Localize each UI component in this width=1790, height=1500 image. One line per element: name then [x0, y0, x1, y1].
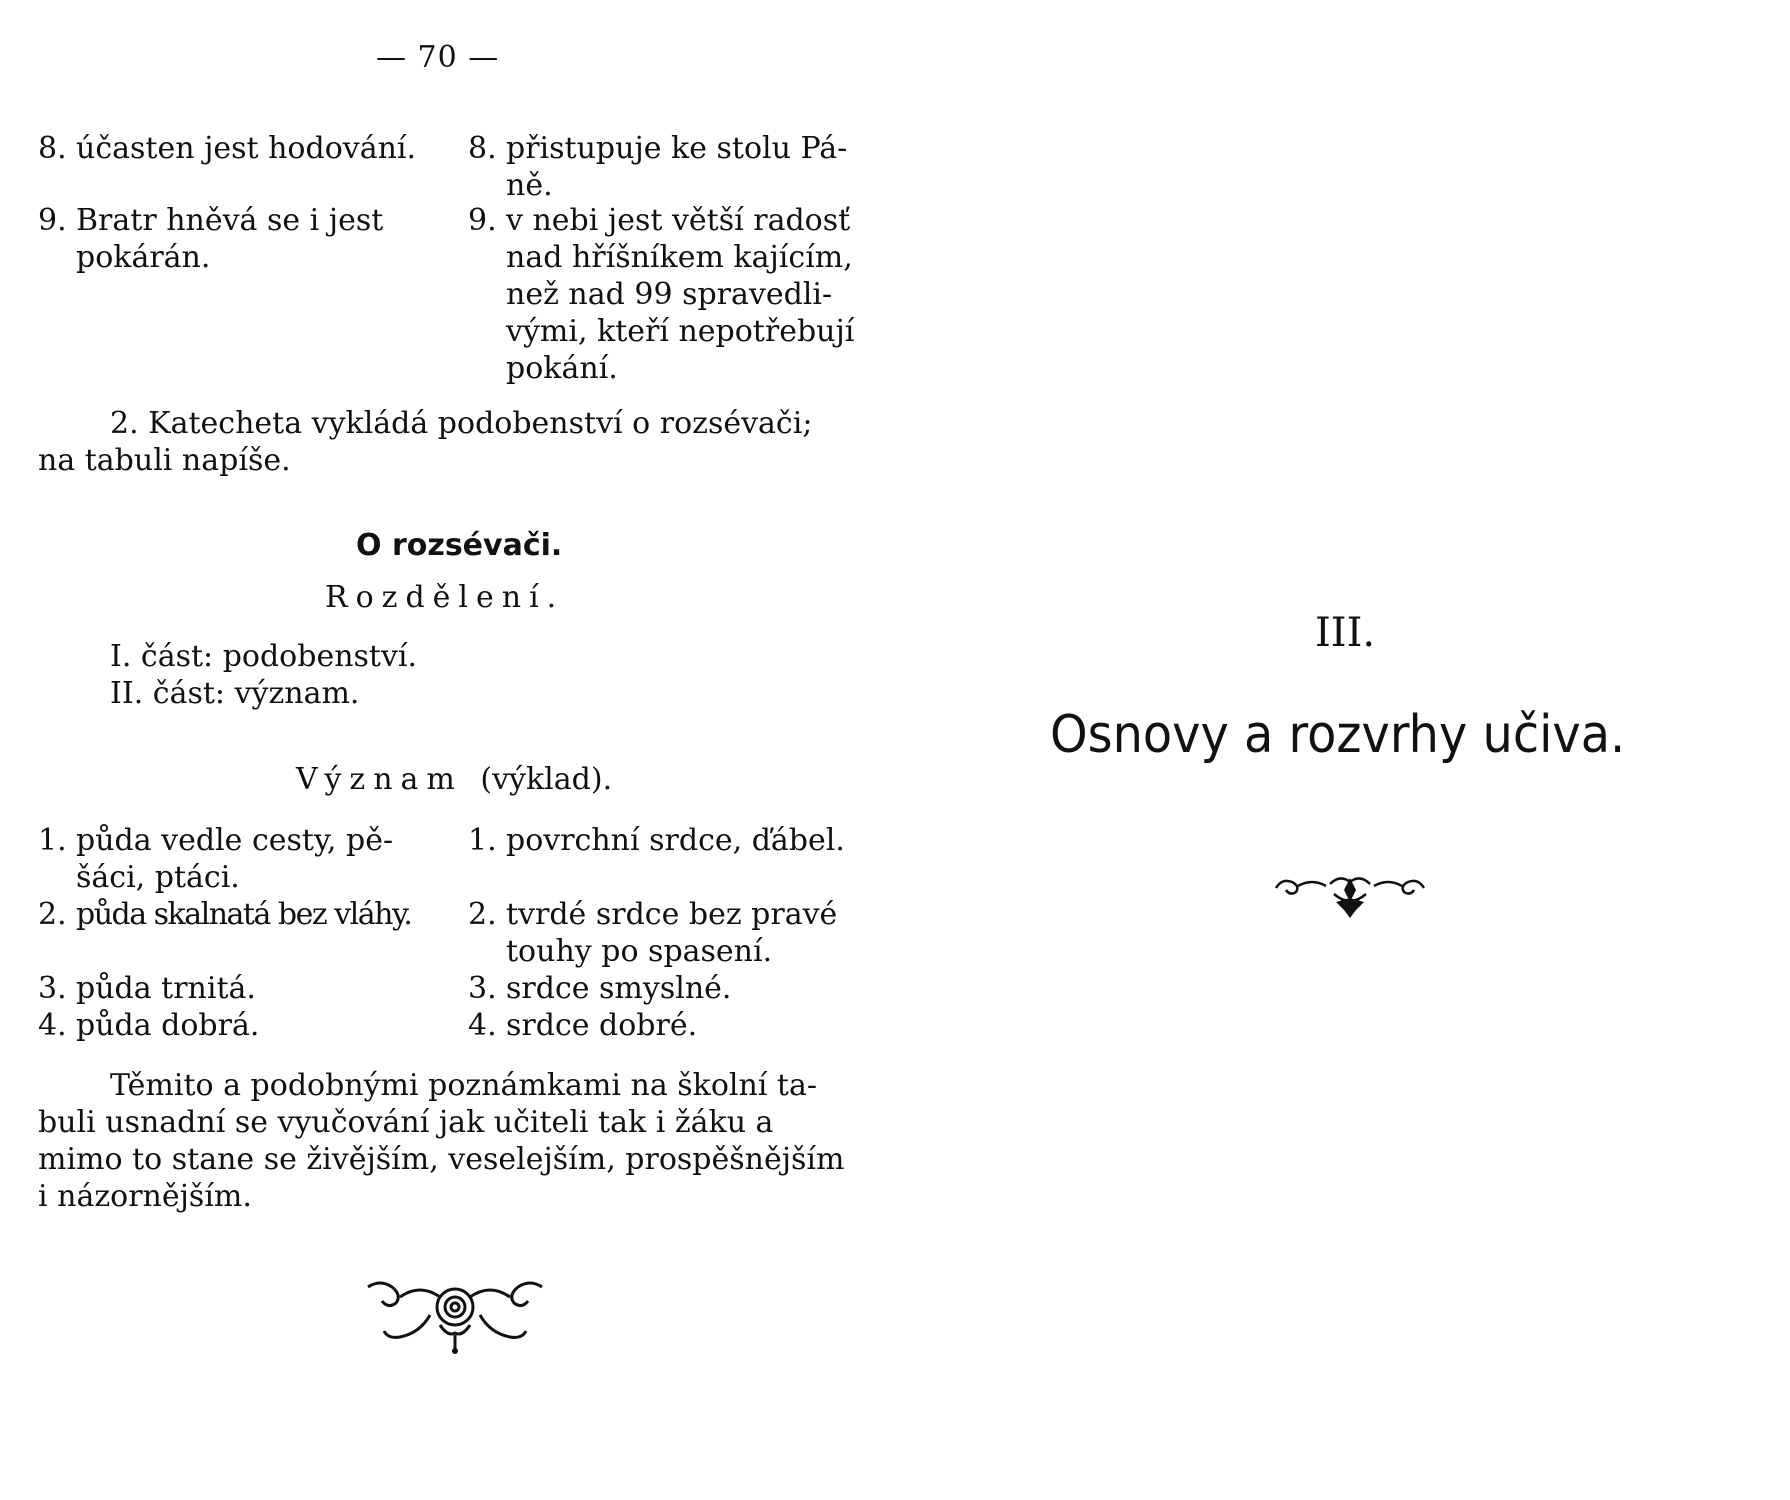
- item-number: 4.: [38, 1008, 67, 1043]
- item-text: půda vedle cesty, pě-: [76, 823, 394, 858]
- ornament-icon: [360, 1275, 550, 1355]
- item-text: povrchní srdce, ďábel.: [506, 823, 845, 858]
- item-number: 3.: [468, 971, 497, 1006]
- meaning-heading-rest: (výklad).: [480, 762, 613, 797]
- item-text: ně.: [506, 168, 553, 203]
- left-page: [0, 0, 880, 1500]
- division-list: [38, 638, 868, 712]
- item-text: půda dobrá.: [76, 1008, 260, 1043]
- meaning-heading: [296, 762, 612, 797]
- item-number: 2.: [38, 897, 67, 932]
- item-text: pokání.: [506, 351, 618, 386]
- item-text: srdce dobré.: [506, 1008, 698, 1043]
- item-text: účasten jest hodování.: [76, 131, 417, 166]
- item-number: 1.: [38, 823, 67, 858]
- item-text: v nebi jest větší radosť: [506, 203, 851, 238]
- division-line: II. část: význam.: [110, 676, 360, 711]
- subheading: Rozdělení.: [325, 580, 565, 615]
- paragraph-line: Těmito a podobnými poznámkami na školní ta-: [110, 1068, 818, 1103]
- item-text: tvrdé srdce bez pravé: [506, 897, 838, 932]
- paragraph-line: na tabuli napíše.: [38, 443, 291, 478]
- paragraph-line: buli usnadní se vyučování jak učiteli tak i žáku a: [38, 1105, 774, 1140]
- item-number: 8.: [468, 131, 497, 166]
- paragraph-line: 2. Katecheta vykládá podobenství o rozsévači;: [110, 406, 813, 441]
- item-number: 8.: [38, 131, 67, 166]
- item-text: vými, kteří nepotřebují: [506, 314, 855, 349]
- page-number: — 70 —: [376, 40, 500, 75]
- list-item: [38, 1007, 868, 1047]
- ornament-icon: [1270, 868, 1430, 922]
- meaning-heading-spaced: Význam: [296, 762, 463, 797]
- list-item: [38, 896, 868, 976]
- item-number: 2.: [468, 897, 497, 932]
- list-item: [38, 970, 868, 1010]
- item-text: než nad 99 spravedli-: [506, 277, 833, 312]
- page-title: Osnovy a rozvrhy učiva.: [1050, 705, 1626, 765]
- section-numeral: III.: [1315, 610, 1376, 656]
- item-number: 4.: [468, 1008, 497, 1043]
- section-heading: O rozsévači.: [356, 528, 563, 563]
- list-item: [38, 130, 868, 203]
- division-line: I. část: podobenství.: [110, 639, 418, 674]
- item-text: touhy po spasení.: [506, 934, 773, 969]
- item-text: pokárán.: [76, 240, 211, 275]
- item-number: 1.: [468, 823, 497, 858]
- paragraph: [38, 1067, 868, 1215]
- item-text: nad hříšníkem kajícím,: [506, 240, 853, 275]
- item-text: srdce smyslné.: [506, 971, 732, 1006]
- item-number: 9.: [38, 203, 67, 238]
- paragraph-line: i názornějším.: [38, 1179, 252, 1214]
- item-text: šáci, ptáci.: [76, 860, 240, 895]
- item-text: Bratr hněvá se i jest: [76, 203, 384, 238]
- item-number: 3.: [38, 971, 67, 1006]
- item-text: půda trnitá.: [76, 971, 256, 1006]
- list-item: [38, 822, 868, 902]
- item-text: půda skalnatá bez vláhy.: [76, 897, 412, 932]
- list-item: [38, 202, 868, 392]
- item-text: přistupuje ke stolu Pá-: [506, 131, 848, 166]
- paragraph: [38, 405, 868, 479]
- paragraph-line: mimo to stane se živějším, veselejším, prospěšnějším: [38, 1142, 845, 1177]
- item-number: 9.: [468, 203, 497, 238]
